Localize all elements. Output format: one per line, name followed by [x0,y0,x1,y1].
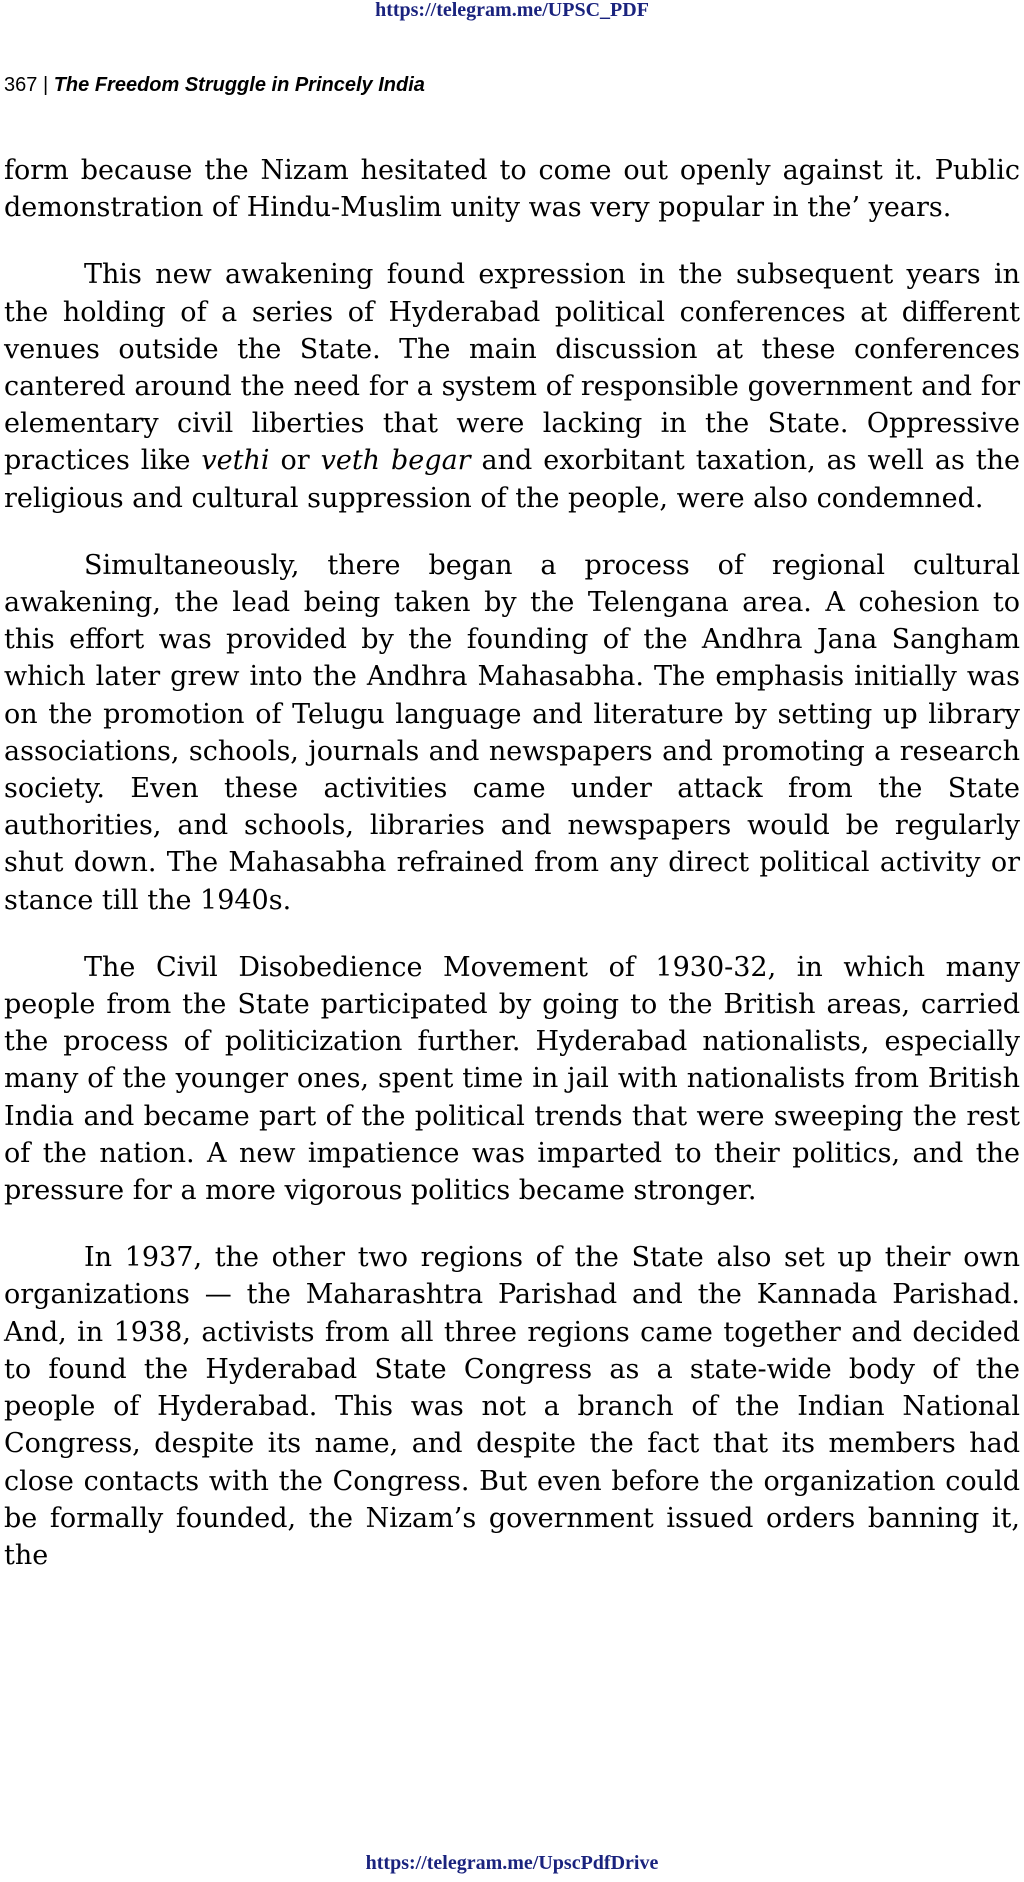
paragraph-text: or [269,445,321,477]
running-header [4,72,425,98]
page-number: 367 [4,74,38,96]
paragraph-text: form because the Nizam hesitated to come out openly against it. Public demonstration of Hindu-Muslim unity was very popular in the’ years. [4,155,1020,224]
paragraph-3 [4,547,1020,919]
page-body [4,152,1020,1604]
top-telegram-link[interactable]: https://telegram.me/UPSC_PDF [375,0,649,21]
paragraph-5 [4,1239,1020,1574]
paragraph-1 [4,152,1020,226]
bottom-telegram-link[interactable]: https://telegram.me/UpscPdfDrive [365,1852,659,1874]
paragraph-text: This new awakening found expression in the subsequent years in the holding of a series of Hyderabad political conferences at different venues outside the State. The main discussion at these conferences cantered around the need for a system of responsible government and for elementary civil liberties that were lacking in the State. Oppressive practices like [4,259,1020,477]
paragraph-text: In 1937, the other two regions of the State also set up their own organizations — the Maharashtra Parishad and the Kannada Parishad. And, in 1938, activists from all three regions came together and decided to found the Hyderabad State Congress as a state-wide body of the people of Hyderabad. This was not a branch of the Indian National Congress, despite its name, and despite the fact that its members had close contacts with the Congress. But even before the organization could be formally founded, the Nizam’s government issued orders banning it, the [4,1242,1020,1571]
italic-term: vethi [201,445,270,477]
paragraph-text: Simultaneously, there began a process of regional cultural awakening, the lead being taken by the Telengana area. A cohesion to this effort was provided by the founding of the Andhra Jana Sangham which later grew into the Andhra Mahasabha. The emphasis initially was on the promotion of Telugu language and literature by setting up library associations, schools, journals and newspapers and promoting a research society. Even these activities came under attack from the State authorities, and schools, libraries and newspapers would be regularly shut down. The Mahasabha refrained from any direct political activity or stance till the 1940s. [4,549,1020,916]
paragraph-4 [4,949,1020,1209]
paragraph-text: The Civil Disobedience Movement of 1930-32, in which many people from the State participated by going to the British areas, carried the process of politicization further. Hyderabad nationalists, especially many of the younger ones, spent time in jail with nationalists from British India and became part of the political trends that were sweeping the rest of the nation. A new impatience was imparted to their politics, and the pressure for a more vigorous politics became stronger. [4,951,1020,1207]
paragraph-2 [4,256,1020,516]
italic-term: veth begar [320,445,471,477]
chapter-title: The Freedom Struggle in Princely India [53,74,425,96]
header-separator: | [42,74,49,96]
paragraph-text: and exorbitant taxation, as well as the religious and cultural suppression of the people, were also condemned. [4,445,1021,514]
